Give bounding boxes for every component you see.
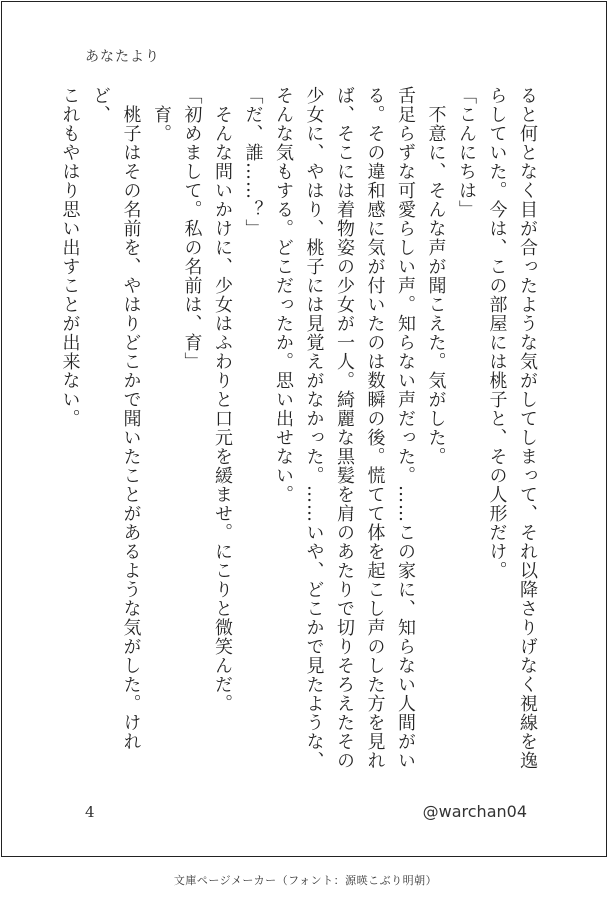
text-line: 「こんにちは」 [456,86,477,219]
text-line: 舌足らずな可愛らしい声。知らない声だった。……この家に、知らない人間がい [395,86,416,770]
text-line: 少女に、やはり、桃子には見覚えがなかった。……いや、どこかで見たような、 [303,86,325,770]
text-line: 不意に、そんな声が聞こえた。気がした。 [425,86,447,466]
body-text [54,86,542,788]
footer-credit: 文庫ページメーカー（フォント：源暎こぶり明朝） [173,874,438,887]
text-line: これもやはり思い出すことが出来ない。 [59,86,81,428]
text-line: ば、そこには着物姿の少女が一人。綺麗な黒髪を肩のあたりで切りそろえたその [334,86,355,770]
book-page [1,1,607,857]
text-line: 育。 [151,86,172,143]
text-line: 「初めまして。私の名前は、育」 [181,86,203,371]
text-line: る。その違和感に気が付いたのは数瞬の後。慌てて体を起こし声のした方を見れ [364,86,386,770]
text-line: ると何となく目が合ったような気がしてしまって、それ以降さりげなく視線を逸 [517,86,538,770]
text-line: そんな問いかけに、少女はふわりと口元を緩ませ。にこりと微笑んだ。 [212,86,233,713]
page-number: 4 [85,803,95,821]
text-line: らしていた。今は、この部屋には桃子と、その人形だけ。 [486,86,508,580]
text-line: 「だ、誰……？」 [242,86,264,238]
author-handle: @warchan04 [422,802,527,821]
text-line: そんな気もする。どこだったか。思い出せない。 [273,86,294,504]
text-line: 桃子はその名前を、やはりどこかで聞いたことがあるような気がした。けれど、 [90,86,142,751]
running-title: あなたより [85,49,160,65]
